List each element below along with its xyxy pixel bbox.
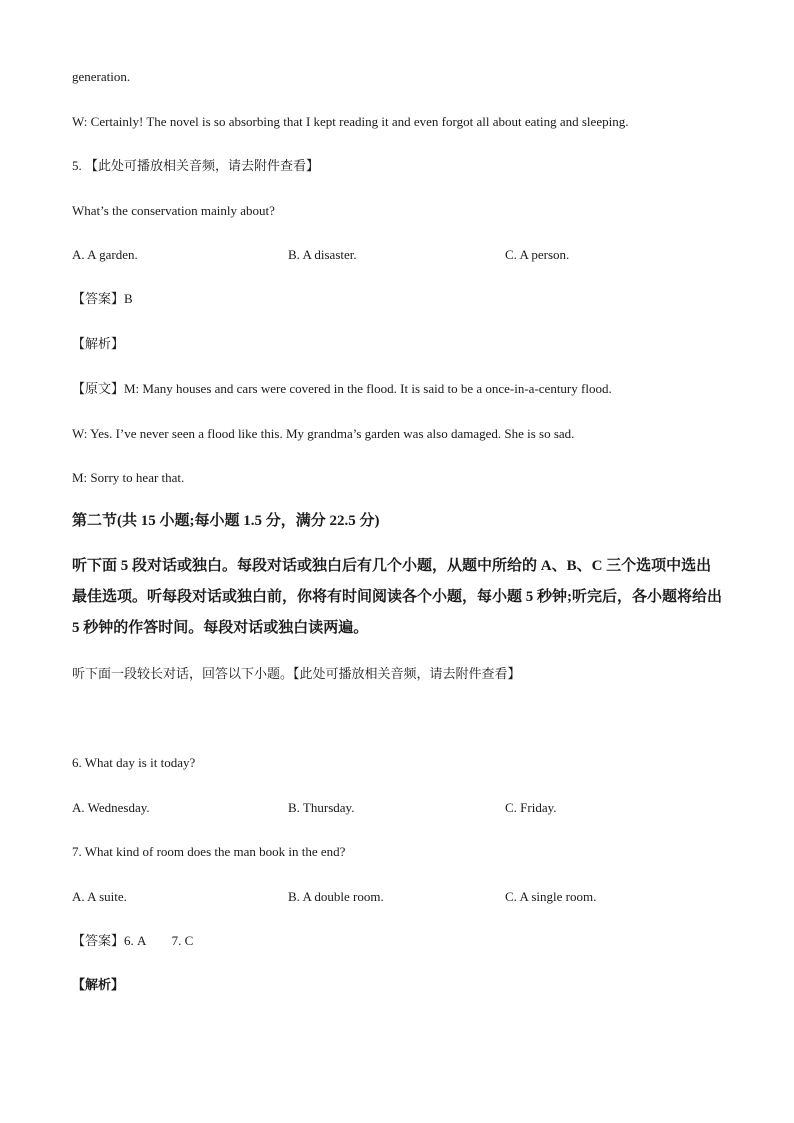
question-5-heading: 5. 【此处可播放相关音频，请去附件查看】	[72, 158, 320, 173]
question-7-option-c: C. A single room.	[505, 889, 597, 904]
section-2-heading: 第二节(共 15 小题;每小题 1.5 分，满分 22.5 分)	[72, 513, 380, 529]
question-6-option-b: B. Thursday.	[288, 800, 355, 815]
question-6-option-a: A. Wednesday.	[72, 800, 150, 815]
question-5-option-a: A. A garden.	[72, 247, 138, 262]
analysis-label-2: 【解析】	[72, 977, 125, 992]
question-6-text: 6. What day is it today?	[72, 755, 196, 770]
text-line-certainly: W: Certainly! The novel is so absorbing that I kept reading it and even forgot all about eating and sleeping.	[72, 114, 629, 129]
answer-6-7: 【答案】6. A 7. C	[72, 933, 194, 948]
question-6-option-c: C. Friday.	[505, 800, 557, 815]
original-text: 【原文】M: Many houses and cars were covered in the flood. It is said to be a once-in-a-century flood.	[72, 381, 612, 396]
section-2-instructions: 听下面 5 段对话或独白。每段对话或独白后有几个小题，从题中所给的 A、B、C 三个选项中选出最佳选项。听每段对话或独白前，你将有时间阅读各个小题，每小题 5 秒钟;听完后，各小题将给出 5 秒钟的作答时间。每段对话或独白读两遍。	[72, 558, 722, 636]
question-7-text: 7. What kind of room does the man book in the end?	[72, 844, 346, 859]
question-5-text: What’s the conservation mainly about?	[72, 203, 275, 218]
listen-instruction: 听下面一段较长对话，回答以下小题。【此处可播放相关音频，请去附件查看】	[72, 666, 521, 681]
answer-5: 【答案】B	[72, 291, 133, 306]
analysis-label-1: 【解析】	[72, 336, 125, 351]
question-7-option-b: B. A double room.	[288, 889, 384, 904]
question-5-option-b: B. A disaster.	[288, 247, 357, 262]
question-5-option-c: C. A person.	[505, 247, 570, 262]
question-7-option-a: A. A suite.	[72, 889, 127, 904]
dialogue-m-line: M: Sorry to hear that.	[72, 470, 185, 485]
text-line-generation: generation.	[72, 69, 131, 84]
dialogue-w-line: W: Yes. I’ve never seen a flood like this. My grandma’s garden was also damaged. She is so sad.	[72, 426, 575, 441]
